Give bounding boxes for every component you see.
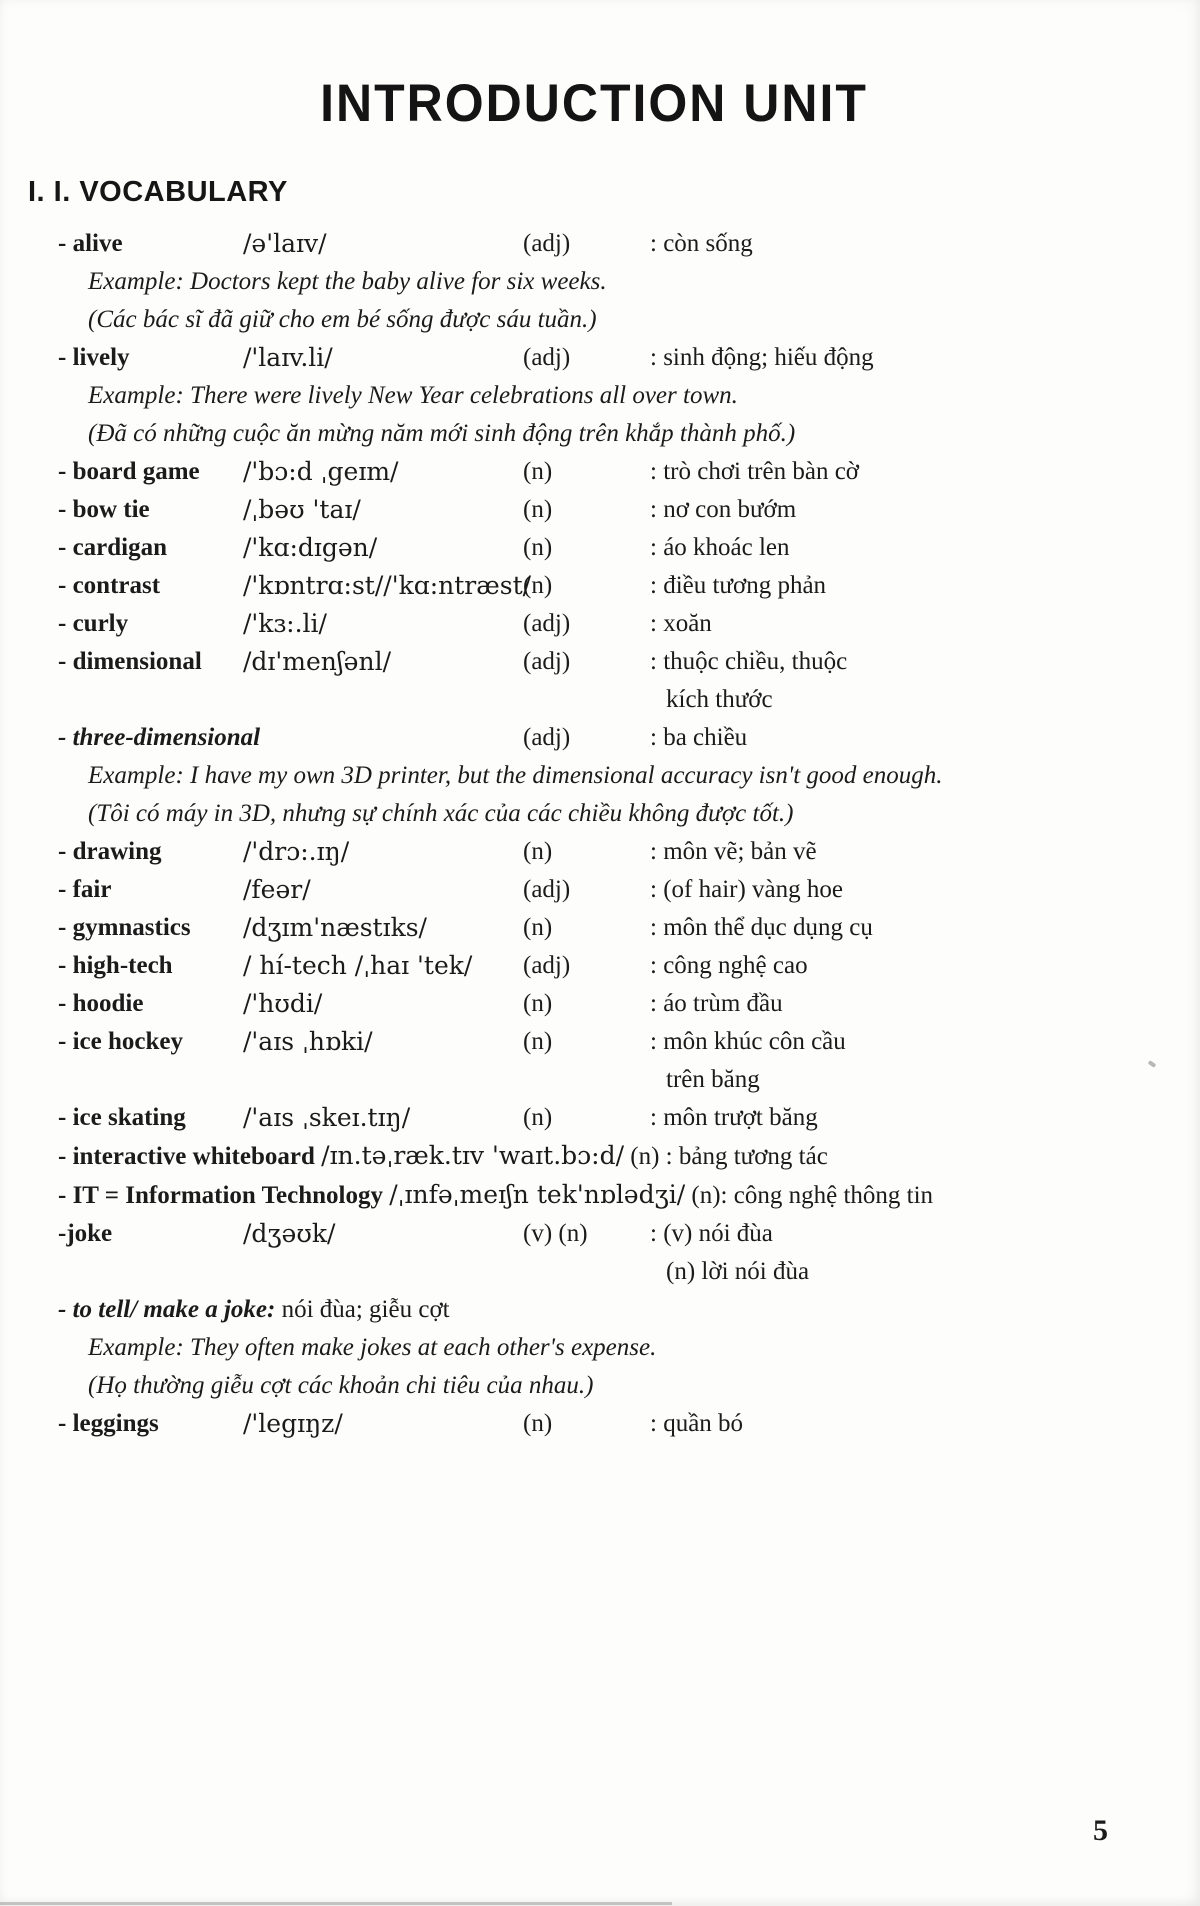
entry-meaning-line: trên băng: [666, 1066, 760, 1093]
vocab-row: [58, 1023, 1160, 1099]
entry-example: Example: I have my own 3D printer, but the dimensional accuracy isn't good enough.: [88, 762, 943, 789]
entry-meaning: công nghệ thông tin: [733, 1182, 934, 1209]
entry-pos: (adj): [523, 876, 571, 903]
vocab-row: [58, 453, 1160, 491]
entry-word: - to tell/ make a joke:: [58, 1296, 276, 1323]
entry-pos: (n): [523, 534, 553, 561]
entry-pos: (n): [523, 914, 553, 941]
entry-word: - cardigan: [58, 534, 168, 561]
entry-ipa: /feər/: [243, 875, 311, 904]
entry-translation: (Họ thường giễu cợt các khoản chi tiêu của nhau.): [88, 1372, 594, 1399]
entry-meaning-line: : điều tương phản: [650, 572, 827, 599]
entry-ipa: /'laɪv.li/: [243, 343, 333, 372]
entry-meaning-line: : quần bó: [650, 1410, 744, 1437]
entry-ipa: /dʒɪm'næstɪks/: [243, 913, 427, 942]
vocab-row: [58, 909, 1160, 947]
entry-ipa: / hí-tech /ˌhaɪ 'tek/: [243, 951, 473, 980]
entry-meaning: [650, 225, 1160, 263]
vocab-row: [58, 985, 1160, 1023]
entry-ipa: /'aɪs ˌhɒki/: [243, 1027, 373, 1056]
entry-word: - bow tie: [58, 496, 150, 523]
vocab-row: [58, 529, 1160, 567]
entry-word: - curly: [58, 610, 129, 637]
entry-meaning-line: : công nghệ cao: [650, 952, 808, 979]
entry-ipa: /'kɒntrɑ:st//'kɑ:ntræst/: [243, 571, 532, 600]
entry-pos: (n): [523, 458, 553, 485]
entry-ipa: /ˌɪnfəˌmeɪʃn tek'nɒlədʒi/: [389, 1180, 686, 1209]
vocab-row: [58, 567, 1160, 605]
vocab-row: [58, 339, 1160, 377]
entry-pos: (adj): [523, 230, 571, 257]
entry-meaning: [650, 947, 1160, 985]
entry-meaning: [650, 1405, 1160, 1443]
entry-pos: (n): [630, 1143, 660, 1170]
entry-pos: (adj): [523, 610, 571, 637]
entry-word: - hoodie: [58, 990, 144, 1017]
entry-ipa: /'bɔ:d ˌgeɪm/: [243, 457, 399, 486]
entry-pos: (n):: [691, 1182, 728, 1209]
entry-meaning-line: : (v) nói đùa: [650, 1220, 773, 1247]
entry-meaning-line: : sinh động; hiếu động: [650, 344, 874, 371]
entry-ipa: /ə'laɪv/: [243, 229, 327, 258]
entry-meaning-line: : xoăn: [650, 610, 712, 637]
entry-ipa: /'kɑ:dɪgən/: [243, 533, 378, 562]
entry-pos: (adj): [523, 344, 571, 371]
entry-meaning-line: : ba chiều: [650, 724, 748, 751]
entry-meaning-line: : áo khoác len: [650, 534, 790, 561]
entry-meaning: : bảng tương tác: [665, 1143, 828, 1170]
entry-translation: (Các bác sĩ đã giữ cho em bé sống được sáu tuần.): [88, 306, 597, 333]
entry-meaning: [650, 491, 1160, 529]
vocab-row: [58, 1215, 1160, 1291]
entry-pos: (n): [523, 1028, 553, 1055]
vocab-row: [58, 1176, 1160, 1215]
entry-pos: (n): [523, 496, 553, 523]
vocab-row: [58, 1099, 1160, 1137]
entry-word: - interactive whiteboard: [58, 1143, 315, 1170]
entry-meaning: [650, 985, 1160, 1023]
vocab-row: [58, 225, 1160, 263]
entry-word: - leggings: [58, 1410, 159, 1437]
entry-word: - IT = Information Technology: [58, 1182, 383, 1209]
entry-pos: (adj): [523, 648, 571, 675]
entry-meaning-line: : áo trùm đầu: [650, 990, 783, 1017]
entry-meaning: [650, 909, 1160, 947]
page-number: 5: [1093, 1814, 1108, 1847]
entry-word: -joke: [58, 1220, 113, 1247]
entry-pos: (v) (n): [523, 1220, 588, 1247]
entry-meaning: [650, 339, 1160, 377]
entry-pos: (adj): [523, 724, 571, 751]
entry-meaning: [650, 643, 1160, 719]
entry-meaning-line: : môn vẽ; bản vẽ: [650, 838, 817, 865]
entry-meaning: [650, 567, 1160, 605]
scan-artifact-edge: [0, 1902, 672, 1905]
entry-word: - gymnastics: [58, 914, 191, 941]
entry-word: - contrast: [58, 572, 161, 599]
entry-meaning: [650, 719, 1160, 757]
entry-meaning: [650, 453, 1160, 491]
entry-ipa: /'legɪŋz/: [243, 1409, 343, 1438]
vocab-row: [58, 643, 1160, 719]
vocab-row: [58, 833, 1160, 871]
vocab-row: [58, 1137, 1160, 1176]
section-heading: I. I. VOCABULARY: [28, 176, 288, 208]
vocab-row: [58, 1291, 1160, 1329]
entry-word: - high-tech: [58, 952, 173, 979]
entry-meaning-line: : nơ con bướm: [650, 496, 797, 523]
entry-ipa: [243, 719, 523, 757]
entry-meaning-line: (n) lời nói đùa: [666, 1258, 810, 1285]
page-content: [0, 74, 1200, 1443]
vocab-list: [58, 225, 1160, 1443]
entry-meaning: [650, 1215, 1160, 1291]
page-title: INTRODUCTION UNIT: [320, 73, 868, 133]
entry-meaning-line: : môn khúc côn cầu: [650, 1028, 846, 1055]
vocab-row: [58, 871, 1160, 909]
entry-word: - board game: [58, 458, 200, 485]
entry-meaning-line: : trò chơi trên bàn cờ: [650, 458, 860, 485]
entry-ipa: /'hʊdi/: [243, 989, 323, 1018]
vocab-row: [58, 719, 1160, 757]
entry-example: Example: There were lively New Year celebrations all over town.: [88, 382, 738, 409]
entry-pos: (n): [523, 572, 553, 599]
entry-meaning-line: kích thước: [666, 686, 773, 713]
entry-word: - drawing: [58, 838, 162, 865]
entry-ipa: /ˌbəʊ 'taɪ/: [243, 495, 361, 524]
entry-word: - fair: [58, 876, 112, 903]
entry-example: Example: They often make jokes at each other's expense.: [88, 1334, 657, 1361]
entry-ipa: /'aɪs ˌskeɪ.tɪŋ/: [243, 1103, 411, 1132]
entry-word: - alive: [58, 230, 123, 257]
entry-pos: (n): [523, 990, 553, 1017]
entry-translation: (Tôi có máy in 3D, nhưng sự chính xác của các chiều không được tốt.): [88, 800, 794, 827]
entry-pos: (n): [523, 838, 553, 865]
entry-pos: (n): [523, 1410, 553, 1437]
entry-pos: (n): [523, 1104, 553, 1131]
entry-word: - ice skating: [58, 1104, 186, 1131]
vocab-row: [58, 491, 1160, 529]
vocab-row: [58, 1405, 1160, 1443]
entry-word: - dimensional: [58, 648, 202, 675]
entry-meaning-line: : còn sống: [650, 230, 753, 257]
entry-word: - three-dimensional: [58, 724, 261, 751]
entry-meaning: [650, 871, 1160, 909]
entry-meaning: [650, 605, 1160, 643]
vocab-row: [58, 947, 1160, 985]
vocab-row: [58, 605, 1160, 643]
entry-meaning: [650, 1099, 1160, 1137]
entry-example: Example: Doctors kept the baby alive for six weeks.: [88, 268, 607, 295]
entry-translation: (Đã có những cuộc ăn mừng năm mới sinh động trên khắp thành phố.): [88, 420, 796, 447]
entry-pos: (adj): [523, 952, 571, 979]
entry-ipa: /dʒəʊk/: [243, 1219, 336, 1248]
entry-meaning-line: : thuộc chiều, thuộc: [650, 648, 848, 675]
entry-meaning: [650, 529, 1160, 567]
entry-meaning: nói đùa; giễu cợt: [281, 1296, 450, 1323]
entry-meaning-line: : môn thể dục dụng cụ: [650, 914, 873, 941]
entry-ipa: /'drɔ:.ɪŋ/: [243, 837, 350, 866]
entry-meaning-line: : (of hair) vàng hoe: [650, 876, 843, 903]
entry-meaning: [650, 833, 1160, 871]
entry-meaning: [650, 1023, 1160, 1099]
entry-word: - ice hockey: [58, 1028, 183, 1055]
entry-ipa: /dɪ'menʃənl/: [243, 647, 391, 676]
entry-ipa: /'kɜ:.li/: [243, 609, 327, 638]
entry-ipa: /ɪn.təˌræk.tɪv 'waɪt.bɔ:d/: [321, 1141, 624, 1170]
entry-word: - lively: [58, 344, 130, 371]
entry-meaning-line: : môn trượt băng: [650, 1104, 818, 1131]
